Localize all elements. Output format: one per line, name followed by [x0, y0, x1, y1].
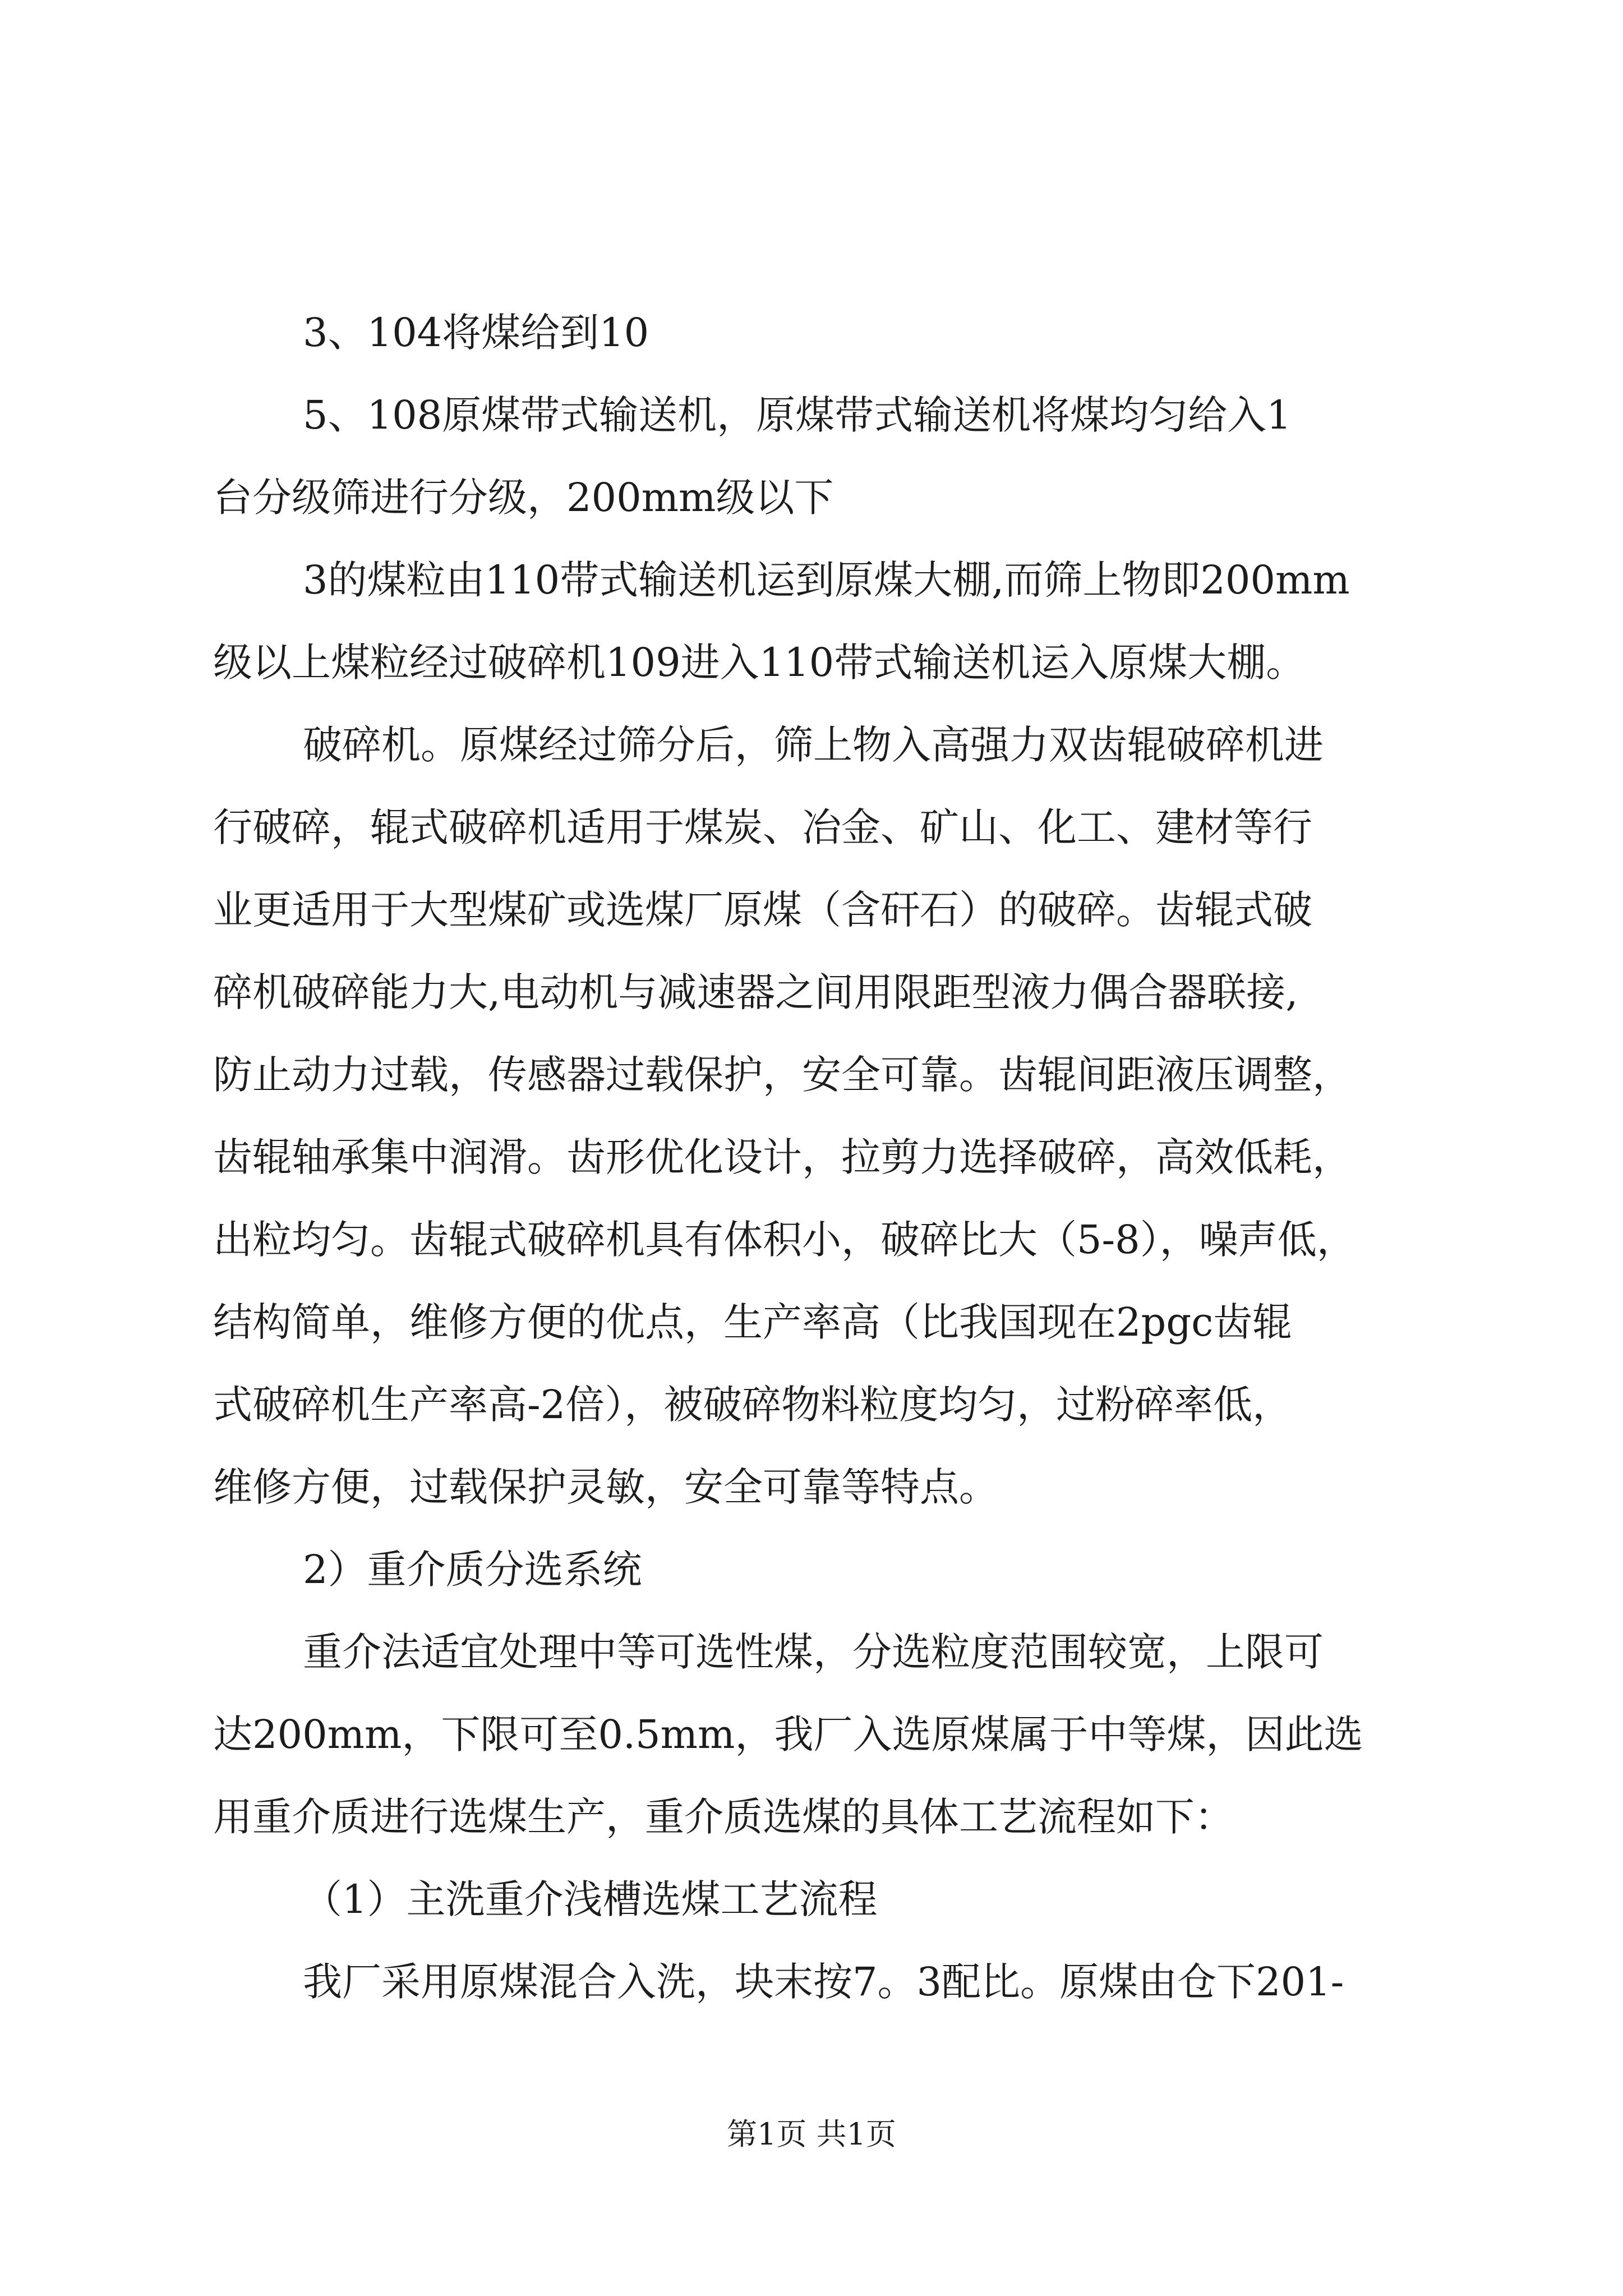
- text-line: 用重介质进行选煤生产，重介质选煤的具体工艺流程如下：: [213, 1794, 1234, 1840]
- page-footer: 第1页 共1页: [727, 2116, 896, 2152]
- text-line: 行破碎，辊式破碎机适用于煤炭、冶金、矿山、化工、建材等行: [213, 804, 1312, 850]
- text-line: 维修方便，过载保护灵敏，安全可靠等特点。: [213, 1464, 998, 1510]
- text-line: 3、104将煤给到10: [303, 310, 649, 356]
- section-heading: 2）重介质分选系统: [303, 1547, 642, 1593]
- text-line: 出粒均匀。齿辊式破碎机具有体积小，破碎比大（5-8），噪声低，: [213, 1217, 1356, 1263]
- text-line: 重介法适宜处理中等可选性煤，分选粒度范围较宽，上限可: [303, 1629, 1324, 1675]
- text-line: 3的煤粒由110带式输送机运到原煤大棚,而筛上物即200mm: [303, 557, 1350, 603]
- text-line: 防止动力过载，传感器过载保护，安全可靠。齿辊间距液压调整，: [213, 1052, 1352, 1098]
- text-line: 5、108原煤带式输送机，原煤带式输送机将煤均匀给入1: [303, 392, 1292, 438]
- text-line: 业更适用于大型煤矿或选煤厂原煤（含矸石）的破碎。齿辊式破: [213, 887, 1312, 933]
- text-line: 达200mm，下限可至0.5mm，我厂入选原煤属于中等煤，因此选: [213, 1711, 1363, 1757]
- text-line: 级以上煤粒经过破碎机109进入110带式输送机运入原煤大棚。: [213, 639, 1306, 685]
- text-line: 碎机破碎能力大,电动机与减速器之间用限距型液力偶合器联接,: [213, 969, 1298, 1015]
- text-line: 结构简单，维修方便的优点，生产率高（比我国现在2pgc齿辊: [213, 1299, 1292, 1345]
- text-line: 我厂采用原煤混合入洗，块末按7。3配比。原煤由仓下201-: [303, 1959, 1344, 2005]
- text-line: 破碎机。原煤经过筛分后，筛上物入高强力双齿辊破碎机进: [303, 722, 1324, 768]
- text-line: 式破碎机生产率高-2倍），被破碎物料粒度均匀，过粉碎率低，: [213, 1382, 1292, 1428]
- text-line: 台分级筛进行分级，200mm级以下: [213, 475, 834, 521]
- subsection-heading: （1）主洗重介浅槽选煤工艺流程: [303, 1876, 878, 1922]
- text-line: 齿辊轴承集中润滑。齿形优化设计，拉剪力选择破碎，高效低耗，: [213, 1134, 1352, 1180]
